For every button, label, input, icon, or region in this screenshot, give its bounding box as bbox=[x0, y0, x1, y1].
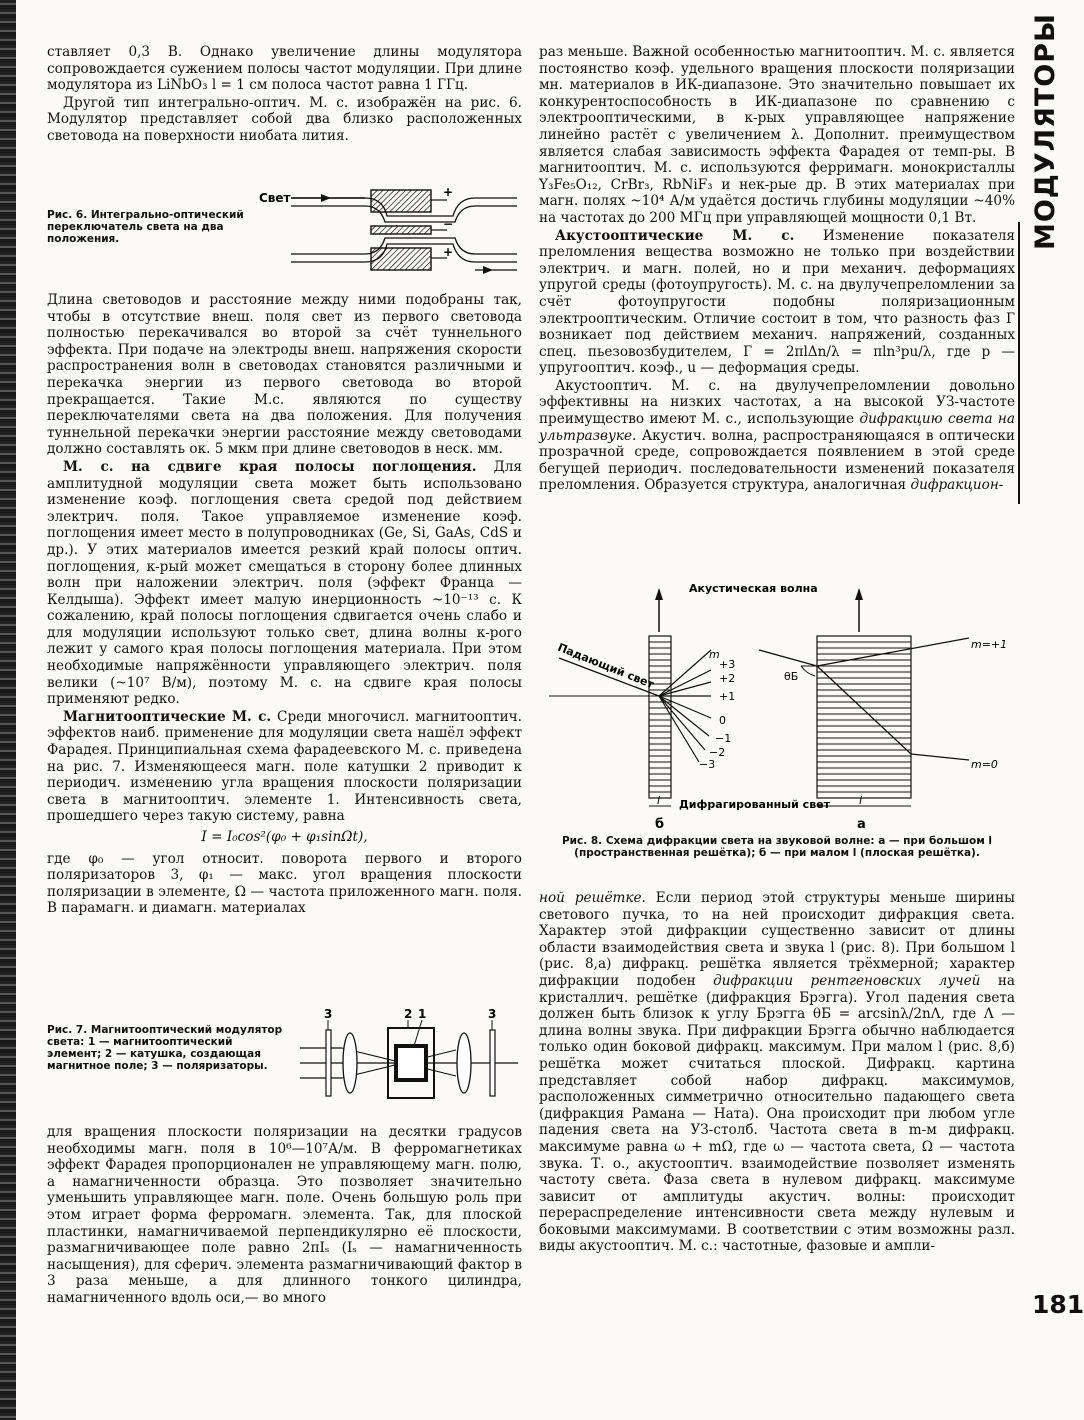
figure-8-theta-label: θБ bbox=[784, 670, 799, 683]
paragraph: раз меньше. Важной особенностью магнитооптич. М. с. является постоянство коэф. удельного вращения плоскости поляризации мн. материалов в ИК-диапазоне. Это значительно повышает их конкурентоспособность в ИК-диапазоне по сравнению с электрооптическими, в к-рых управляющее напряжение линейно растёт с увеличением λ. Дополнит. преимуществом является слабая зависимость эффекта Фарадея от темп-ры. В магнитооптич. М. с. используются ферримагн. монокристаллы Y₃Fe₅O₁₂, CrBr₃, RbNiF₃ и нек-рые др. В этих материалах при магн. полях ~10⁴ А/м удаётся достичь глубины модуляции ~40% на частотах до 200 МГц при управляющей мощности 0,1 Вт. bbox=[539, 44, 1015, 226]
formula: I = I₀cos²(φ₀ + φ₁sinΩt), bbox=[201, 829, 368, 845]
figure-8-order-label: +1 bbox=[719, 690, 736, 703]
right-column-bottom bbox=[539, 890, 1015, 1255]
figure-8-incident-label: Падающий свет bbox=[555, 640, 656, 692]
paragraph bbox=[539, 228, 1015, 377]
section-title: МОДУЛЯТОРЫ bbox=[1030, 12, 1062, 251]
italic-term: ной решётке. bbox=[539, 890, 646, 906]
figure-7-diagram bbox=[296, 1008, 522, 1118]
figure-8-m-zero-label: m=0 bbox=[971, 758, 998, 771]
figure-8-sub-a: а bbox=[857, 817, 866, 832]
figure-8-diagram bbox=[539, 578, 1015, 833]
italic-term: дифракцион- bbox=[910, 477, 1004, 494]
svg-text:−: − bbox=[443, 217, 454, 231]
paragraph-heading: М. с. на сдвиге края полосы поглощения. bbox=[63, 458, 477, 475]
paragraph: ставляет 0,3 В. Однако увеличение длины модулятора сопровождается сужением полосы частот модуляции. При длине модулятора из LiNbO₃ l = 1 см полоса частот равна 1 ГГц. bbox=[47, 44, 522, 94]
figure-8-order-label: −2 bbox=[709, 746, 726, 759]
italic-term: дифракцию света на ультразвуке. bbox=[539, 411, 1015, 444]
figure-8-caption: Рис. 8. Схема дифракции света на звуковой волне: а — при большом l (пространственная решётка); б — при малом l (плоская решётка). bbox=[561, 835, 993, 859]
paragraph-text: Акустооптич. М. с. на двулучепреломлении довольно эффективны на низких частотах, а на высокой УЗ-частоте преимущество имеют М. с., использующие bbox=[539, 377, 1015, 428]
paragraph-text: на кристаллич. решётке (дифракция Брэгга). Угол падения света должен быть близок к углу Брэгга θБ = arcsinλ/2nΛ, где Λ — длина волны звука. При дифракции Брэгга обычно наблюдается только один боковой дифракц. максимум. При малом l (рис. 8,б) решётка может считаться плоской. Дифракц. картина представляет собой набор дифракц. максимумов, расположенных симметрично относительно падающего света (дифракция Рамана — Ната). Она происходит при любом угле падения света на УЗ-столб. Частота света в m-м дифракц. максимуме равна ω + mΩ, где ω — частота света, Ω — частота звука. Т. о., акустооптич. взаимодействие позволяет изменять частоту света. Фаза света в нулевом дифракц. максимуме зависит от амплитуды акустич. волны: происходит перераспределение интенсивности света между нулевым и боковыми максимумами. В соответствии с этим возможны разл. виды акустооптич. М. с.: частотные, фазовые и ампли- bbox=[539, 972, 1015, 1255]
figure-8-order-label: −1 bbox=[715, 732, 732, 745]
paragraph bbox=[47, 709, 522, 825]
figure-7-caption: Рис. 7. Магнитооптический модулятор света: 1 — магнитооптический элемент; 2 — катушка, создающая магнитное поле; 3 — поляризаторы. bbox=[47, 1024, 283, 1072]
figure-8-sub-b: б bbox=[655, 817, 665, 832]
figure-8-order-label: 0 bbox=[719, 714, 726, 727]
figure-8-l-label-a: l bbox=[859, 794, 863, 807]
figure-6-light-label: Свет bbox=[259, 191, 291, 205]
figure-8-order-label: +3 bbox=[719, 658, 736, 671]
paragraph: Длина световодов и расстояние между ними подобраны так, чтобы в отсутствие внеш. поля свет из первого световода полностью перекачивался во второй за счёт туннельного эффекта. При подаче на электроды внеш. напряжения скорости распространения волн в световодах становятся различными и перекачка энергии из первого световода во второй прекращается. Такие М.с. являются по существу переключателями света на два положения. Для получения туннельной перекачки энергии расстояние между световодами должно составлять ок. 5 мкм при длине световодов в неск. мм. bbox=[47, 292, 522, 458]
paragraph-heading: Магнитооптические М. с. bbox=[63, 708, 272, 725]
paragraph bbox=[539, 890, 1015, 1255]
left-column-bottom bbox=[47, 1124, 522, 1307]
paragraph-text: Изменение показателя преломления вещества возможно не только при воздействии электрич. и магн. полей, но и при механич. деформациях упругой среды (фотоупругость). М. с. на двулучепреломлении за счёт фотоупругости подобны поляризационным электрооптическим. Отличие состоит в том, что разность фаз Г возникает под действием механич. напряжений, созданных спец. пьезовозбудителем, Г = 2πlΔn/λ = πln³pu/λ, где p — упругооптич. коэф., u — деформация среды. bbox=[539, 227, 1015, 377]
figure-8-bottom-label: Дифрагированный свет bbox=[679, 798, 830, 811]
figure-8-m-plus1-label: m=+1 bbox=[971, 638, 1008, 651]
figure-7-label: 1 bbox=[418, 1007, 427, 1021]
figure-8-l-label: l bbox=[657, 794, 661, 807]
svg-text:+: + bbox=[443, 245, 454, 259]
paragraph: где φ₀ — угол относит. поворота первого и второго поляризаторов 3, φ₁ — макс. угол вращения плоскости поляризации в элементе, Ω — частота приложенного магн. поля. В парамагн. и диамагн. материалах bbox=[47, 850, 522, 917]
paragraph-text: Акустич. волна, распространяющаяся в оптически прозрачной среде, сопровождается появлением в этой среде бегущей периодич. последовательности изменений показателя преломления. Образуется структура, аналогичная bbox=[539, 427, 1015, 494]
figure-8-order-label: m bbox=[709, 648, 720, 661]
figure-7-label: 3 bbox=[488, 1007, 497, 1021]
left-column-top bbox=[47, 44, 522, 145]
section-rule bbox=[1018, 222, 1020, 504]
paragraph-text: Для амплитудной модуляции света может быть использовано изменение коэф. поглощения света средой под действием электрич. поля. Такое управляемое изменение коэф. поглощения имеет место в полупроводниках (Ge, Si, GaAs, CdS и др.). У этих материалов имеется резкий край полосы оптич. поглощения, к-рый может смещаться в сторону более длинных волн при наложении электрич. поля (эффект Франца — Келдыша). Эффект имеет малую инерционность ~10⁻¹³ с. К сожалению, край полосы поглощения сдвигается очень слабо и для модуляции используют только свет, длина волны к-рого лежит у самого края полосы поглощения материала. При этом необходимые напряжённости управляющего электрич. поля велики (~10⁷ В/м), поэтому М. с. на сдвиге края полосы применяют редко. bbox=[47, 458, 522, 708]
paragraph: для вращения плоскости поляризации на десятки градусов необходимы магн. поля в 10⁶—10⁷А/м. В ферромагнетиках эффект Фарадея пропорционален не управляющему магн. полю, а намагниченности образца. Это позволяет значительно уменьшить управляющее магн. поле. Очень большую роль при этом играет форма ферромагн. элемента. Так, для плоской пластинки, намагничиваемой перпендикулярно её плоскости, размагничивающее поле равно 2πIₛ (Iₛ — намагниченность насыщения), для сферич. элемента размагничивающий фактор в 3 раза меньше, а для длинного тонкого цилиндра, намагниченного вдоль оси,— во много bbox=[47, 1124, 522, 1306]
page-scan-edge bbox=[0, 0, 16, 1420]
figure-7-label: 2 bbox=[404, 1007, 413, 1021]
right-column-top bbox=[539, 44, 1015, 494]
italic-term: дифракции рентгеновских лучей bbox=[713, 972, 981, 989]
paragraph bbox=[47, 459, 522, 708]
paragraph-text: Среди многочисл. магнитооптич. эффектов наиб. применение для модуляции света нашёл эффект Фарадея. Принципиальная схема фарадеевского М. с. приведена на рис. 7. Изменяющееся магн. поле катушки 2 приводит к периодич. изменению угла вращения плоскости поляризации света в магнитооптич. элементе 1. Интенсивность света, прошедшего через такую систему, равна bbox=[47, 708, 522, 825]
paragraph: Другой тип интегрально-оптич. М. с. изображён на рис. 6. Модулятор представляет собой два близко расположенных световода на поверхности ниобата лития. bbox=[47, 94, 522, 144]
page-number: 181 bbox=[1032, 1290, 1084, 1319]
figure-7-label: 3 bbox=[324, 1007, 333, 1021]
svg-text:+: + bbox=[443, 185, 454, 199]
paragraph-heading: Акустооптические М. с. bbox=[555, 227, 795, 244]
paragraph bbox=[539, 378, 1015, 494]
figure-6-diagram bbox=[255, 182, 520, 282]
figure-6-caption: Рис. 6. Интегрально-оптический переключатель света на два положения. bbox=[47, 209, 244, 245]
left-column-main bbox=[47, 292, 522, 917]
figure-8-order-label: +2 bbox=[719, 672, 736, 685]
paragraph-text: Если период этой структуры меньше ширины светового пучка, то на ней происходит дифракция света. Характер этой дифракции существенно зависит от длины области взаимодействия света и звука l (рис. 8). При большом l (рис. 8,а) дифракц. решётка является трёхмерной; характер дифракции подобен bbox=[539, 890, 1015, 989]
figure-8-order-label: −3 bbox=[699, 758, 716, 771]
figure-8-top-label: Акустическая волна bbox=[689, 582, 818, 595]
